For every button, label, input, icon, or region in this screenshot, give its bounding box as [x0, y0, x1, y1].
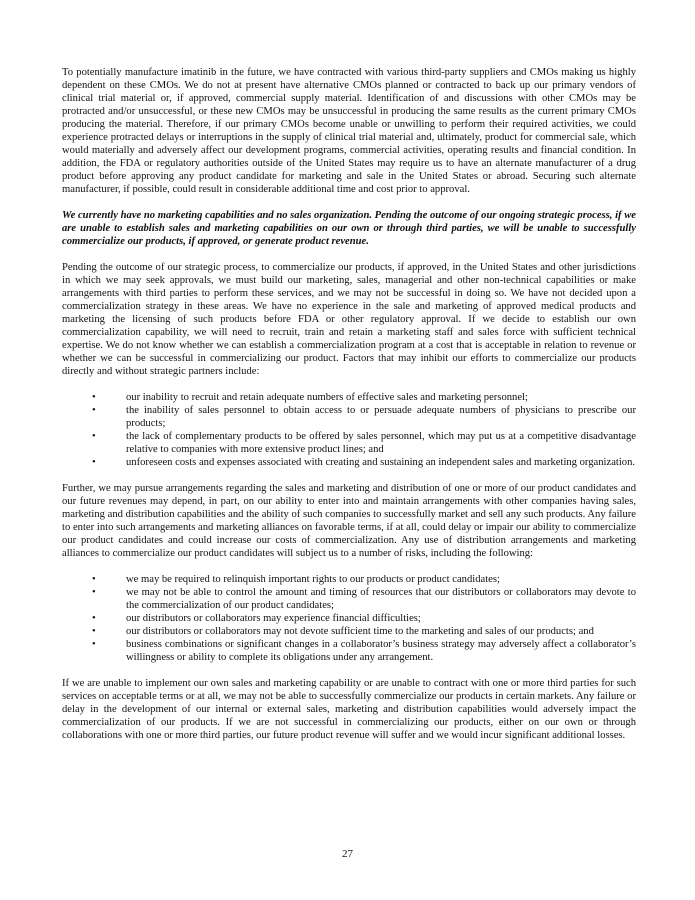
list-item-text: our inability to recruit and retain adequate numbers of effective sales and marketing personnel;	[126, 392, 528, 403]
bullet-icon: •	[92, 639, 96, 650]
list-item-text: our distributors or collaborators may not devote sufficient time to the marketing and sales of our products; and	[126, 626, 594, 637]
page-number: 27	[342, 848, 353, 860]
bullet-icon: •	[92, 587, 96, 598]
paragraph-distribution-arrangements: Further, we may pursue arrangements regarding the sales and marketing and distribution of one or more of our product candidates and our future revenues may depend, in part, on our ability to enter into and maintain arrangements with other companies having sales, marketing and distribution capabilities and the ability of such companies to successfully market and sell any such products. Any failure to enter into such arrangements and marketing alliances on favorable terms, if at all, could delay or impair our ability to commercialize our product candidates and could increase our costs of commercialization. Any use of distribution arrangements and marketing alliances to commercialize our product candidates will subject us to a number of risks, including the following:	[62, 483, 636, 559]
list-item-text: the lack of complementary products to be offered by sales personnel, which may put us at a competitive disadvantage relative to companies with more extensive product lines; and	[126, 431, 636, 455]
list-item-text: business combinations or significant changes in a collaborator’s business strategy may adversely affect a collaborator’s willingness or ability to complete its obligations under any arrangement.	[126, 639, 636, 663]
list-item	[62, 456, 636, 469]
bullet-icon: •	[92, 392, 96, 403]
list-item	[62, 625, 636, 638]
bullet-icon: •	[92, 431, 96, 442]
bullet-list-inhibiting-factors	[62, 391, 636, 469]
list-item-text: unforeseen costs and expenses associated with creating and sustaining an independent sales and marketing organization.	[126, 457, 636, 468]
list-item	[62, 404, 636, 430]
list-item	[62, 586, 636, 612]
bullet-icon: •	[92, 626, 96, 637]
list-item-text: we may be required to relinquish important rights to our products or product candidates;	[126, 574, 500, 585]
list-item	[62, 612, 636, 625]
list-item	[62, 430, 636, 456]
list-item-text: we may not be able to control the amount and timing of resources that our distributors or collaborators may devote to the commercialization of our product candidates;	[126, 587, 636, 611]
list-item-text: the inability of sales personnel to obtain access to or persuade adequate numbers of physicians to prescribe our products;	[126, 405, 636, 429]
list-item	[62, 638, 636, 664]
bullet-icon: •	[92, 574, 96, 585]
risk-factor-heading: We currently have no marketing capabilities and no sales organization. Pending the outcome of our ongoing strategic process, if we are unable to establish sales and marketing capabilities on our own or through third parties, we will be unable to successfully commercialize our products, if approved, or generate product revenue.	[62, 210, 636, 247]
list-item	[62, 573, 636, 586]
paragraph-manufacturing-cmos: To potentially manufacture imatinib in the future, we have contracted with various third-party suppliers and CMOs making us highly dependent on these CMOs. We do not at present have alternative CMOs planned or contracted to back up our primary vendors of clinical trial material or, if approved, commercial supply material. Identification of and discussions with other CMOs may be protracted and/or unsuccessful, or these new CMOs may be unsuccessful in producing the same results as the current primary CMOs producing the material. Therefore, if our primary CMOs become unable or unwilling to perform their required activities, we could experience protracted delays or interruptions in the supply of clinical trial material and, ultimately, product for commercial sale, which would materially and adversely affect our development programs, commercial activities, operating results and financial condition. In addition, the FDA or regulatory authorities outside of the United States may require us to have an alternate manufacturer of a drug product before approving any product candidate for marketing and sale in the United States or abroad. Securing such alternate manufacturer, if possible, could result in considerable additional time and cost prior to approval.	[62, 67, 636, 195]
document-page	[62, 66, 636, 755]
paragraph-sales-capability-failure: If we are unable to implement our own sales and marketing capability or are unable to contract with one or more third parties for such services on acceptable terms or at all, we may not be able to successfully commercialize our products in certain markets. Any failure or delay in the development of our internal or external sales, marketing and distribution capabilities would adversely impact the commercialization of our products. If we are not successful in commercializing our products, either on our own or through collaborations with one or more third parties, our future product revenue will suffer and we would incur significant additional losses.	[62, 678, 636, 741]
list-item	[62, 391, 636, 404]
bullet-icon: •	[92, 405, 96, 416]
paragraph-commercialization: Pending the outcome of our strategic process, to commercialize our products, if approved, in the United States and other jurisdictions in which we may seek approvals, we must build our marketing, sales, managerial and other non-technical capabilities or make arrangements with third parties to perform these services, and we may not be successful in doing so. We have not decided upon a commercialization strategy in these areas. We have no experience in the sale and marketing of approved medical products and marketing the licensing of such products before FDA or other regulatory approval. If we decide to establish our own commercialization capability, we will need to recruit, train and retain a marketing staff and sales force with sufficient technical expertise. We do not know whether we can establish a commercialization program at a cost that is acceptable in relation to revenue or whether we can be successful in commercializing our product. Factors that may inhibit our efforts to commercialize our products directly and without strategic partners include:	[62, 262, 636, 377]
bullet-icon: •	[92, 613, 96, 624]
list-item-text: our distributors or collaborators may experience financial difficulties;	[126, 613, 421, 624]
bullet-icon: •	[92, 457, 96, 468]
bullet-list-risks	[62, 573, 636, 664]
